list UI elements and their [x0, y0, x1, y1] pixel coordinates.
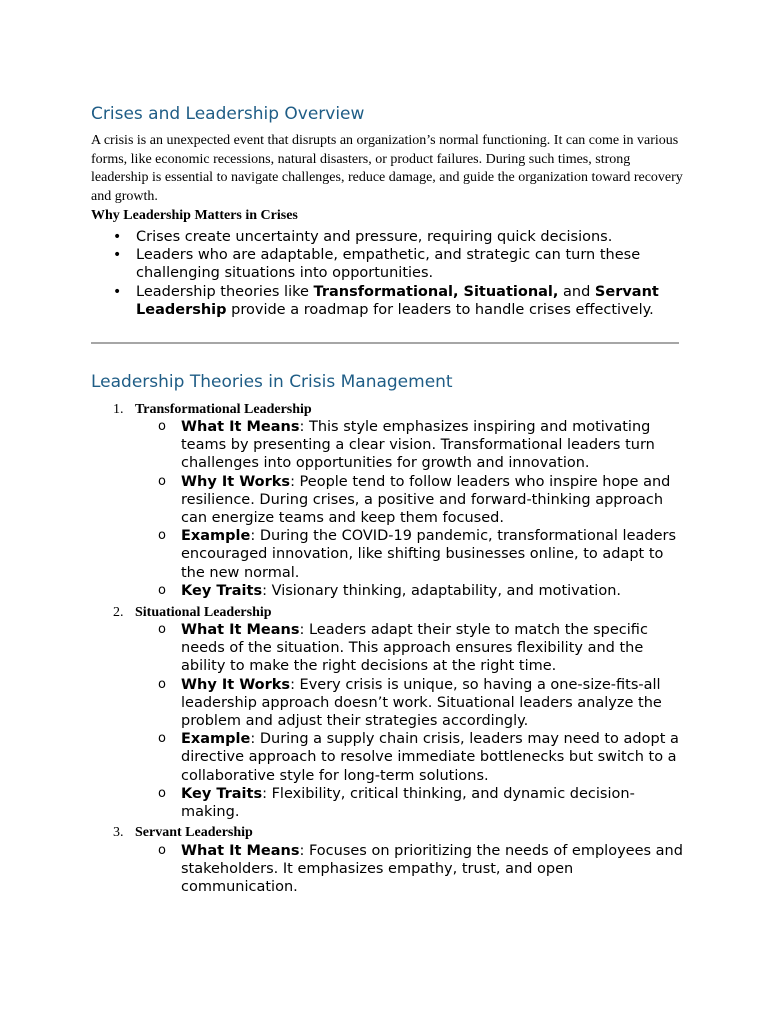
theory-points-transformational	[158, 418, 688, 600]
point-label: Why It Works	[181, 676, 291, 693]
theory-title-servant	[113, 824, 253, 842]
circle-bullet-icon: o	[158, 785, 166, 801]
list-item	[158, 527, 688, 582]
point-text: : During the COVID-19 pandemic, transformational leaders encouraged innovation, like shifting businesses online, to adapt to the new normal.	[181, 528, 677, 581]
subheading-why-leadership: Why Leadership Matters in Crises	[91, 208, 298, 223]
theory-title-transformational	[113, 401, 312, 419]
list-item	[158, 785, 688, 821]
point-label: What It Means	[181, 843, 300, 859]
circle-bullet-icon: o	[158, 843, 166, 858]
list-item	[91, 228, 691, 246]
section-title-overview: Crises and Leadership Overview	[91, 104, 365, 124]
circle-bullet-icon: o	[158, 622, 166, 637]
point-text: : Visionary thinking, adaptability, and motivation.	[262, 582, 622, 599]
point-text: : Every crisis is unique, so having a one-size-fits-all leadership approach doesn’t work. Situational leaders analyze the problem and adjust their strategies accordingly.	[181, 676, 662, 730]
bullet-icon: •	[113, 229, 122, 245]
theory-name: Servant Leadership	[135, 825, 253, 840]
point-label: What It Means	[181, 419, 300, 435]
theory-title-situational	[113, 604, 272, 622]
theory-number: 2.	[113, 605, 124, 620]
point-label: Example	[181, 528, 251, 545]
list-item-text: Leaders who are adaptable, empathetic, and strategic can turn these challenging situations into opportunities.	[136, 247, 641, 282]
circle-bullet-icon: o	[158, 676, 166, 692]
circle-bullet-icon: o	[158, 731, 166, 747]
list-item-text-mid: and	[558, 283, 595, 300]
bullet-icon: •	[113, 247, 122, 264]
theory-name: Transformational Leadership	[135, 402, 312, 417]
list-item	[91, 246, 691, 282]
intro-paragraph: A crisis is an unexpected event that disrupts an organization’s normal functioning. It can come in various forms, like economic recessions, natural disasters, or product failures. During such times, strong leadership is essential to navigate challenges, reduce damage, and guide the organization toward recovery and growth.	[91, 133, 683, 204]
circle-bullet-icon: o	[158, 582, 166, 598]
theory-name: Situational Leadership	[135, 605, 272, 620]
list-item-text-pre: Leadership theories like	[136, 283, 314, 300]
point-label: Why It Works	[181, 473, 291, 490]
point-text: : Leaders adapt their style to match the specific needs of the situation. This approach ensures flexibility and the ability to make the right decisions at the right time.	[181, 622, 648, 675]
list-item-text-post: provide a roadmap for leaders to handle crises effectively.	[226, 301, 654, 318]
why-leadership-list	[91, 228, 691, 319]
list-item-bold-theories: Transformational, Situational,	[313, 283, 559, 300]
list-item	[158, 418, 688, 473]
list-item	[158, 842, 688, 897]
list-item	[158, 730, 688, 785]
theory-points-situational	[158, 621, 688, 821]
point-label: What It Means	[181, 622, 300, 638]
theory-points-servant	[158, 842, 688, 897]
list-item-text: Crises create uncertainty and pressure, requiring quick decisions.	[136, 229, 613, 245]
point-text: : This style emphasizes inspiring and motivating teams by presenting a clear vision. Transformational leaders turn challenges into opportunities for growth and innovation.	[181, 419, 655, 472]
theory-number: 1.	[113, 402, 124, 417]
point-text: : People tend to follow leaders who inspire hope and resilience. During crises, a positive and forward-thinking approach can energize teams and keep them focused.	[181, 473, 671, 527]
point-text: : Focuses on prioritizing the needs of employees and stakeholders. It emphasizes empathy, trust, and open communication.	[181, 843, 683, 896]
list-item-bold-servant: Servant Leadership	[136, 283, 659, 318]
list-item	[158, 473, 688, 528]
horizontal-divider	[91, 342, 679, 344]
point-text: : Flexibility, critical thinking, and dynamic decision-making.	[181, 785, 635, 821]
theory-number: 3.	[113, 825, 124, 840]
point-label: Example	[181, 731, 251, 748]
circle-bullet-icon: o	[158, 473, 166, 489]
list-item	[158, 621, 688, 676]
point-label: Key Traits	[181, 785, 263, 802]
list-item	[158, 582, 688, 600]
point-text: : During a supply chain crisis, leaders may need to adopt a directive approach to resolve immediate bottlenecks but switch to a collaborative style for long-term solutions.	[181, 731, 679, 784]
circle-bullet-icon: o	[158, 419, 166, 434]
section-title-theories: Leadership Theories in Crisis Management	[91, 372, 453, 392]
bullet-icon: •	[113, 283, 122, 300]
point-label: Key Traits	[181, 582, 263, 599]
list-item	[91, 283, 691, 319]
circle-bullet-icon: o	[158, 528, 166, 544]
list-item	[158, 676, 688, 731]
